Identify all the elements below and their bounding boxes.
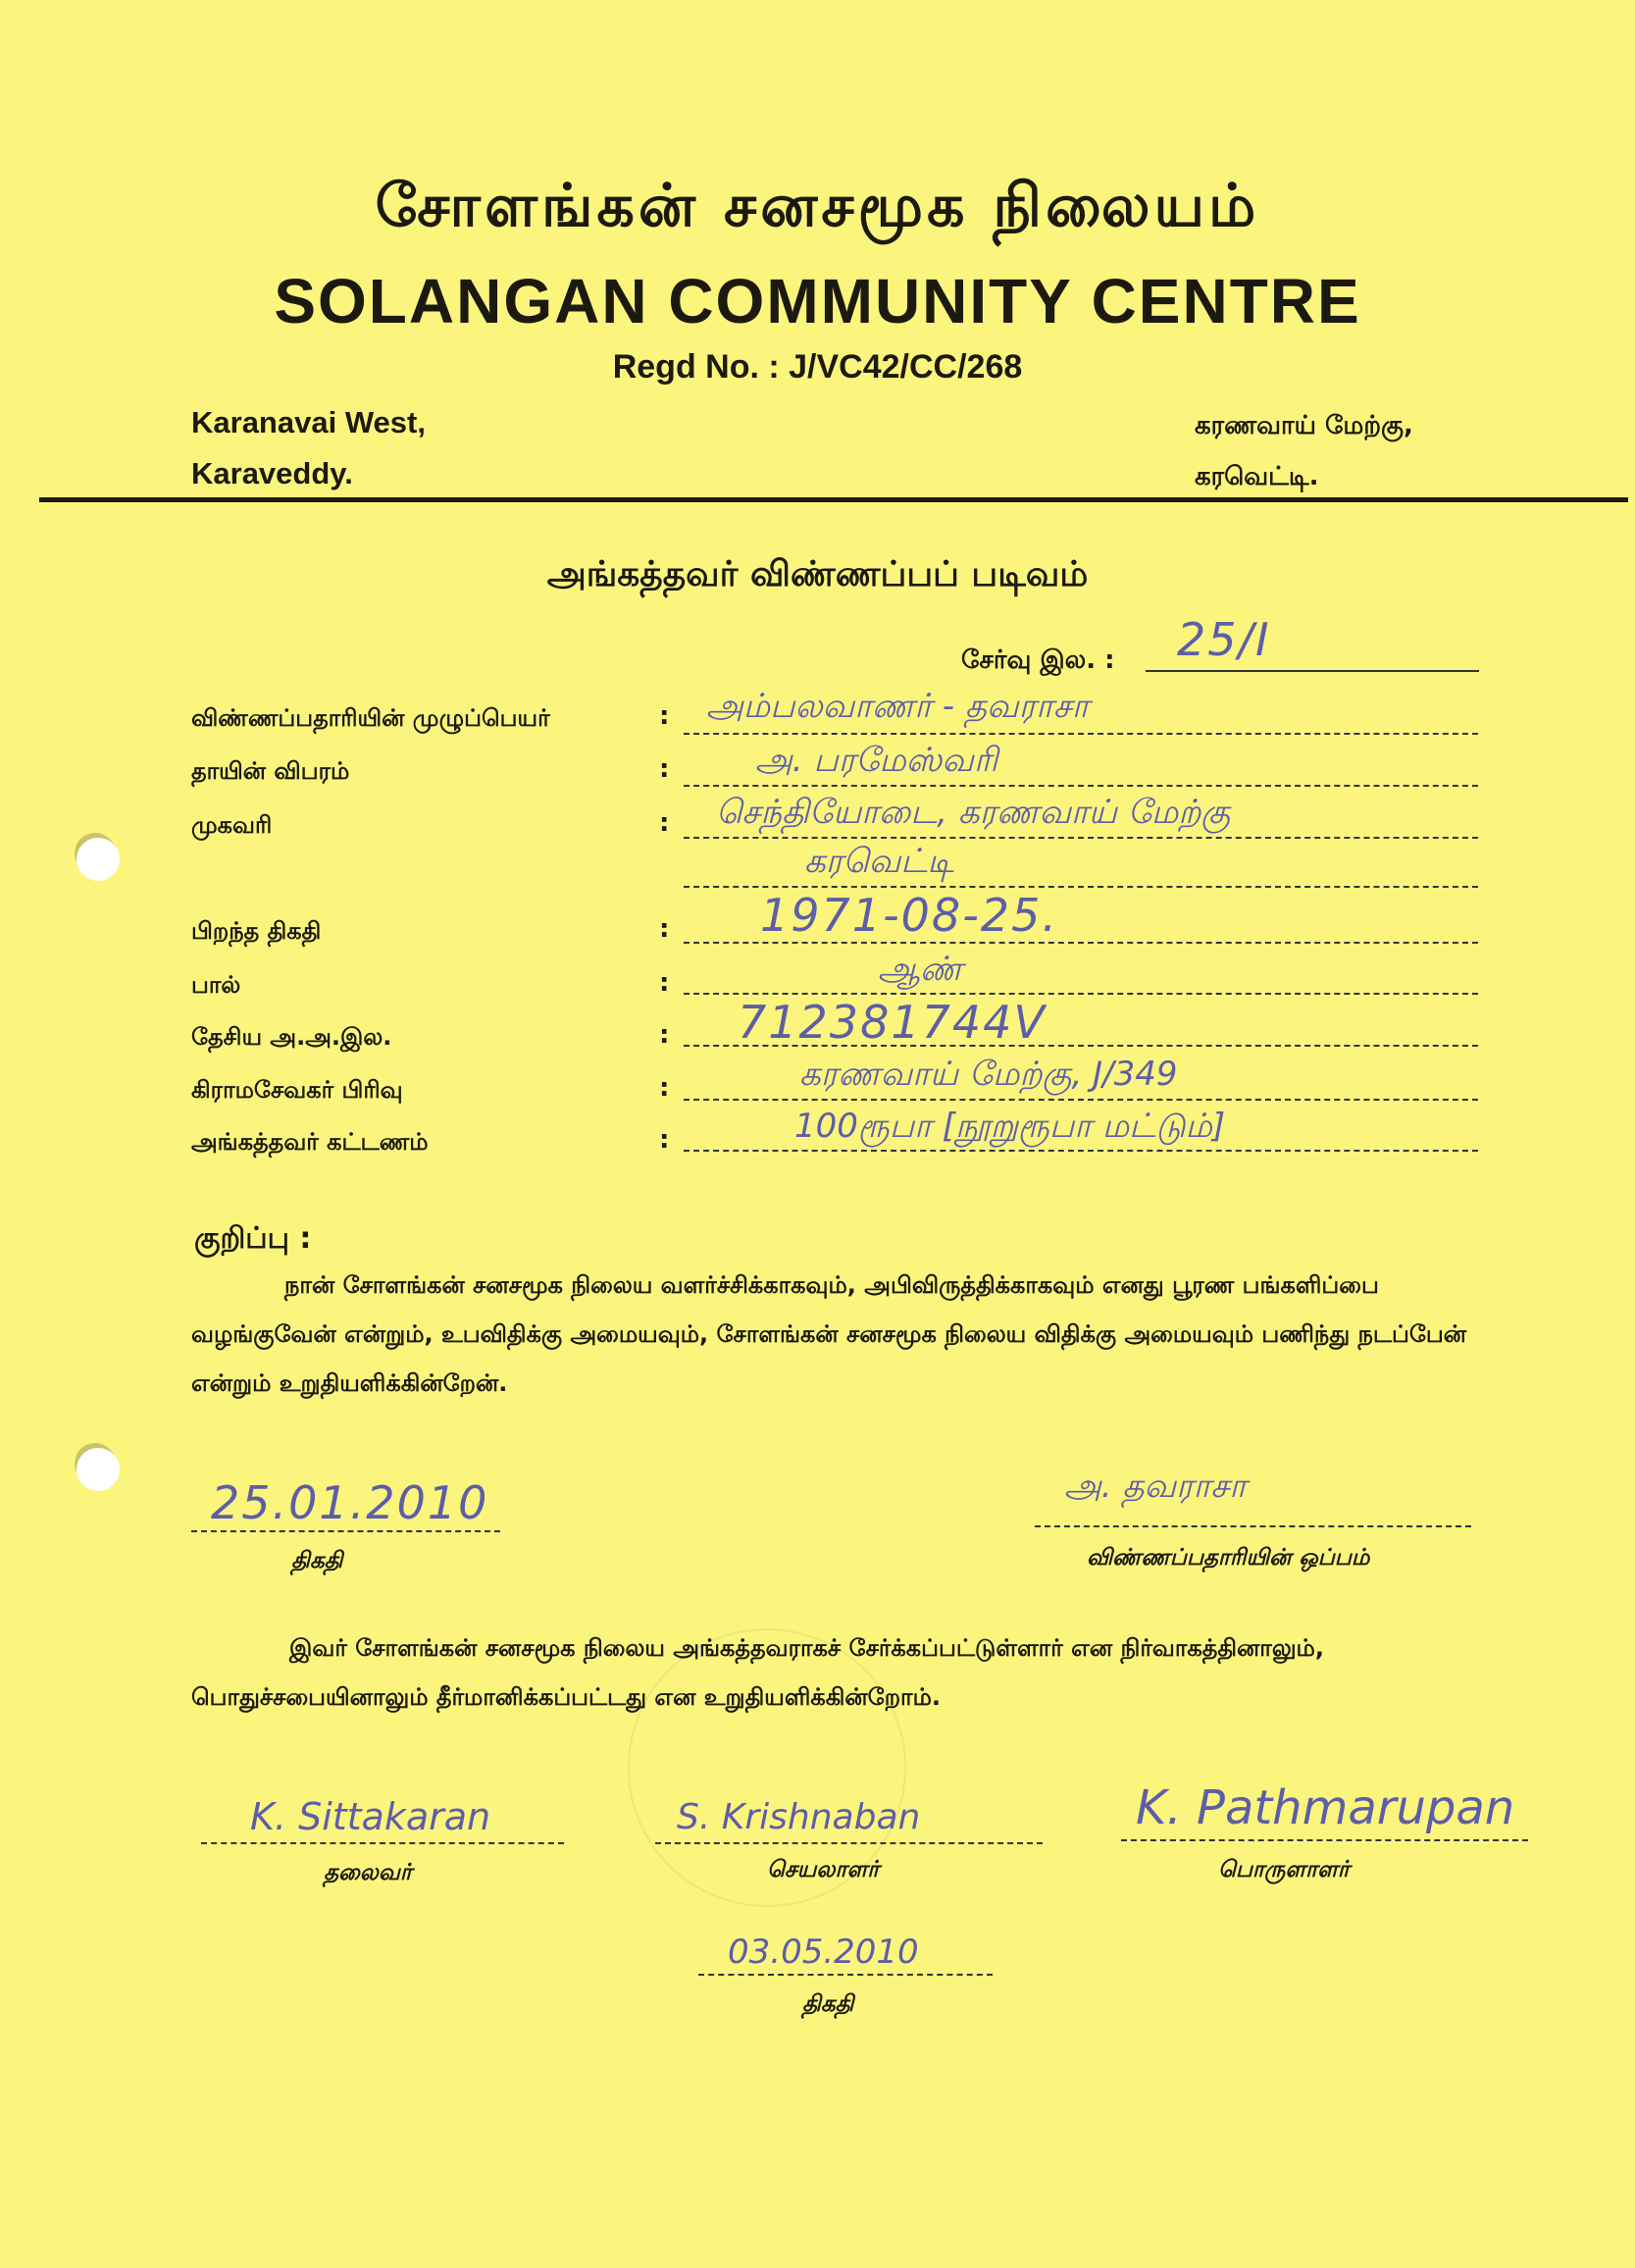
title-tamil: சோளங்கன் சனசமூக நிலையம் bbox=[375, 172, 1260, 240]
applicant-signature-line bbox=[1035, 1525, 1471, 1527]
field-label-mother: தாயின் விபரம் bbox=[191, 757, 350, 785]
field-colon: : bbox=[659, 701, 670, 731]
field-colon: : bbox=[659, 754, 670, 784]
field-label-fullname: விண்ணப்பதாரியின் முழுப்பெயர் bbox=[191, 704, 550, 732]
title-english: SOLANGAN COMMUNITY CENTRE bbox=[274, 266, 1361, 336]
applicant-signature-caption: விண்ணப்பதாரியின் ஒப்பம் bbox=[1087, 1545, 1370, 1571]
field-label-address: முகவரி bbox=[191, 811, 273, 839]
treasurer-signature: K. Pathmarupan bbox=[1136, 1780, 1515, 1835]
field-label-sex: பால் bbox=[191, 971, 241, 999]
applicant-date-line bbox=[191, 1530, 500, 1532]
field-line bbox=[684, 942, 1478, 944]
field-colon: : bbox=[659, 914, 670, 944]
field-colon: : bbox=[659, 968, 670, 998]
field-label-dob: பிறந்த திகதி bbox=[191, 917, 322, 945]
treasurer-caption: பொருளாளர் bbox=[1218, 1857, 1350, 1882]
president-signature-line bbox=[201, 1842, 564, 1844]
approval-date-line bbox=[698, 1974, 993, 1976]
applicant-date-value: 25.01.2010 bbox=[211, 1476, 489, 1529]
approval-date-caption: திகதி bbox=[802, 1991, 854, 2017]
serial-line bbox=[1146, 670, 1479, 672]
address-english bbox=[191, 397, 426, 499]
field-line bbox=[684, 1099, 1478, 1101]
field-value-address-line2: கரவெட்டி bbox=[804, 842, 954, 881]
field-value-address: செந்தியோடை, கரணவாய் மேற்கு bbox=[716, 793, 1231, 832]
field-colon: : bbox=[659, 1073, 670, 1103]
field-value-sex: ஆண் bbox=[878, 950, 963, 989]
field-value-dob: 1971-08-25. bbox=[760, 889, 1058, 942]
president-caption: தலைவர் bbox=[324, 1860, 412, 1885]
approval-date-value: 03.05.2010 bbox=[728, 1933, 919, 1972]
field-label-fee: அங்கத்தவர் கட்டணம் bbox=[191, 1128, 429, 1156]
field-colon: : bbox=[659, 808, 670, 838]
binder-hole-bottom bbox=[77, 1448, 120, 1491]
field-line-continuation bbox=[684, 886, 1478, 888]
field-colon: : bbox=[659, 1125, 670, 1155]
registration-number: Regd No. : J/VC42/CC/268 bbox=[612, 348, 1023, 386]
field-line bbox=[684, 837, 1478, 839]
header-divider bbox=[39, 497, 1628, 502]
secretary-signature: S. Krishnaban bbox=[677, 1797, 921, 1837]
field-value-fullname: அம்பலவாணர் - தவராசா bbox=[706, 687, 1090, 726]
serial-label: சேர்வு இல. : bbox=[961, 645, 1115, 675]
address-tamil-line1: கரணவாய் மேற்கு, bbox=[1195, 411, 1413, 440]
secretary-signature-line bbox=[655, 1842, 1043, 1844]
applicant-signature: அ. தவராசா bbox=[1064, 1467, 1248, 1506]
binder-hole-top bbox=[77, 838, 120, 881]
address-english-line2: Karaveddy. bbox=[191, 456, 353, 490]
field-colon: : bbox=[659, 1020, 670, 1050]
applicant-date-caption: திகதி bbox=[291, 1548, 343, 1573]
field-value-gs-division: கரணவாய் மேற்கு, J/349 bbox=[799, 1055, 1178, 1094]
committee-declaration: இவர் சோளங்கன் சனசமூக நிலைய அங்கத்தவராகச் சேர்க்கப்பட்டுள்ளார் என நிர்வாகத்தினாலும், பொதுச்சபையினாலும் தீர்மானிக்கப்பட்டது என உறுதியளிக்கின்றோம். bbox=[191, 1634, 1324, 1711]
note-body: நான் சோளங்கன் சனசமூக நிலைய வளர்ச்சிக்காகவும், அபிவிருத்திக்காகவும் எனது பூரண பங்களிப்பை வழங்குவேன் என்றும், உபவிதிக்கு அமையவும், சோளங்கன் சனசமூக நிலைய விதிக்கு அமையவும் பணிந்து நடப்பேன் என்றும் உறுதியளிக்கின்றேன். bbox=[191, 1271, 1467, 1397]
president-signature: K. Sittakaran bbox=[250, 1795, 491, 1838]
field-line bbox=[684, 993, 1478, 995]
address-english-line1: Karanavai West, bbox=[191, 405, 426, 439]
field-value-nic: 712381744V bbox=[738, 996, 1047, 1049]
field-line bbox=[684, 1150, 1478, 1152]
field-line bbox=[684, 733, 1478, 735]
secretary-caption: செயலாளர் bbox=[767, 1857, 880, 1882]
note-heading: குறிப்பு : bbox=[194, 1221, 312, 1256]
treasurer-signature-line bbox=[1121, 1839, 1528, 1841]
address-tamil bbox=[1195, 400, 1413, 502]
form-title: அங்கத்தவர் விண்ணப்பப் படிவம் bbox=[546, 554, 1089, 594]
field-line bbox=[684, 785, 1478, 787]
field-label-gs-division: கிராமசேவகர் பிரிவு bbox=[191, 1076, 403, 1104]
serial-value: 25/I bbox=[1177, 613, 1271, 666]
field-label-nic: தேசிய அ.அ.இல. bbox=[191, 1023, 392, 1051]
address-tamil-line2: கரவெட்டி. bbox=[1195, 462, 1319, 491]
field-value-fee: 100ரூபா [நூறுரூபா மட்டும்] bbox=[794, 1107, 1226, 1146]
field-value-mother: அ. பரமேஸ்வரி bbox=[755, 741, 998, 780]
